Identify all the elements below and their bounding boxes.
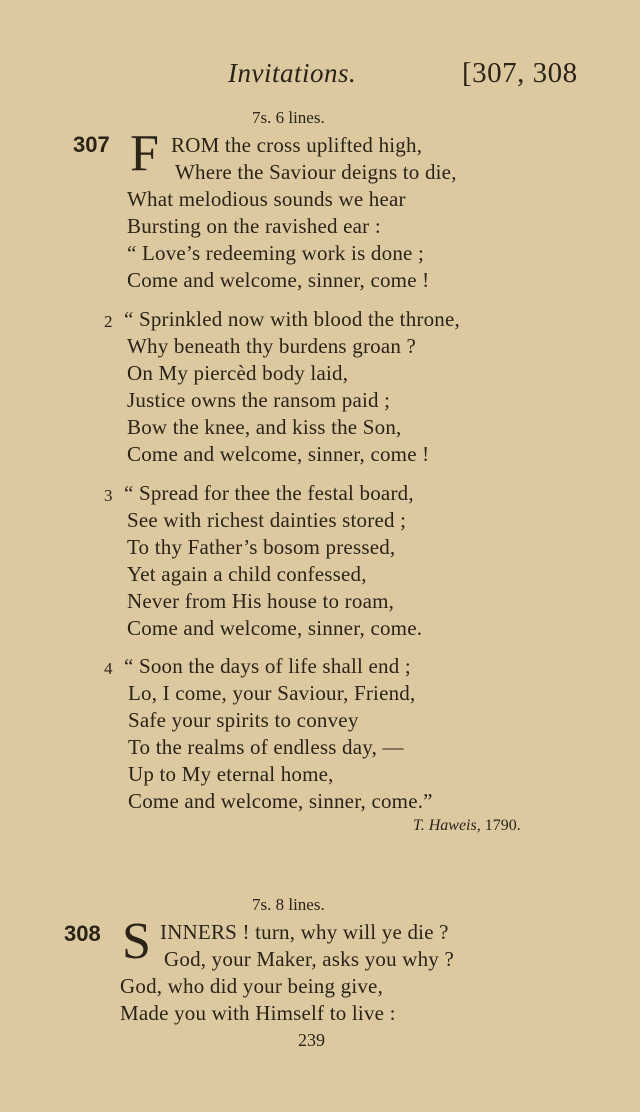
- stanza-2-number: 2: [104, 312, 113, 331]
- author-name: T. Haweis,: [413, 817, 481, 834]
- hymn-308-meter: 7s. 8 lines.: [252, 895, 325, 914]
- hymn-307-line-2: Where the Saviour deigns to die,: [175, 160, 457, 184]
- hymn-307-line-4: Bursting on the ravished ear :: [127, 214, 381, 238]
- stanza-2-line-6: Come and welcome, sinner, come !: [127, 442, 430, 466]
- hymn-308-number: 308: [64, 921, 101, 946]
- hymn-307-line-1: ROM the cross uplifted high,: [171, 133, 423, 157]
- section-title: Invitations.: [228, 58, 357, 88]
- stanza-4-line-6: Come and welcome, sinner, come.”: [128, 789, 433, 813]
- stanza-4-line-4: To the realms of endless day, —: [128, 735, 404, 759]
- hymn-307-line-3: What melodious sounds we hear: [127, 187, 406, 211]
- stanza-2-line-2: Why beneath thy burdens groan ?: [127, 334, 417, 358]
- hymn-308-line-3: God, who did your being give,: [120, 974, 384, 998]
- hymn-range: [307, 308: [462, 57, 578, 89]
- hymn-308-line-2: God, your Maker, asks you why ?: [164, 947, 454, 971]
- hymn-308-line-1: INNERS ! turn, why will ye die ?: [160, 920, 449, 944]
- stanza-4-number: 4: [104, 659, 113, 678]
- stanza-3-number: 3: [104, 486, 113, 505]
- stanza-2-line-5: Bow the knee, and kiss the Son,: [127, 415, 402, 439]
- stanza-3-line-5: Never from His house to roam,: [127, 589, 395, 613]
- hymn-307-attribution: [413, 817, 521, 835]
- stanza-4-line-5: Up to My eternal home,: [128, 762, 334, 786]
- stanza-4-line-1: “ Soon the days of life shall end ;: [124, 654, 411, 678]
- stanza-3-line-6: Come and welcome, sinner, come.: [127, 616, 423, 640]
- hymn-307-line-6: Come and welcome, sinner, come !: [127, 268, 430, 292]
- stanza-4-line-3: Safe your spirits to convey: [128, 708, 359, 732]
- hymn-308-line-4: Made you with Himself to live :: [120, 1001, 396, 1025]
- stanza-3-line-3: To thy Father’s bosom pressed,: [127, 535, 396, 559]
- hymn-307-meter: 7s. 6 lines.: [252, 108, 325, 127]
- stanza-3-line-1: “ Spread for thee the festal board,: [124, 481, 414, 505]
- author-year: 1790.: [484, 817, 521, 834]
- stanza-3-line-4: Yet again a child confessed,: [127, 562, 367, 586]
- stanza-4-line-2: Lo, I come, your Saviour, Friend,: [128, 681, 416, 705]
- hymn-307-drop-cap: F: [130, 125, 159, 182]
- hymn-307-line-5: “ Love’s redeeming work is done ;: [127, 241, 425, 265]
- hymn-308-drop-cap: S: [122, 913, 151, 970]
- stanza-2-line-1: “ Sprinkled now with blood the throne,: [124, 307, 460, 331]
- stanza-2-line-3: On My piercèd body laid,: [127, 361, 349, 385]
- stanza-2-line-4: Justice owns the ransom paid ;: [127, 388, 391, 412]
- page-number: 239: [298, 1030, 325, 1050]
- hymn-307-number: 307: [73, 132, 110, 157]
- stanza-3-line-2: See with richest dainties stored ;: [127, 508, 407, 532]
